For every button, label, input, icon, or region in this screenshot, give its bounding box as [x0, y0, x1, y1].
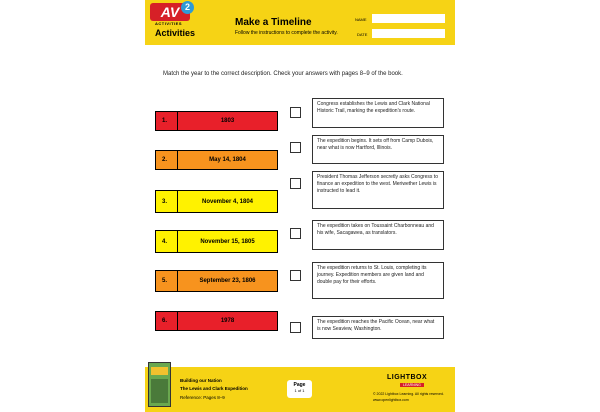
logo-subtext: ACTIVITIES	[155, 21, 183, 26]
timeline-date: November 15, 1805	[200, 238, 255, 245]
instructions: Match the year to the correct description. Check your answers with pages 8–9 of the book.	[163, 71, 403, 77]
answer-checkbox-5[interactable]	[290, 270, 301, 281]
timeline-date: 1978	[220, 318, 235, 324]
timeline-date: November 4, 1804	[201, 198, 254, 205]
page-indicator	[287, 380, 312, 398]
activities-label: Activities	[155, 28, 196, 38]
timeline-row-4	[155, 230, 278, 253]
timeline-date: 1803	[220, 118, 235, 124]
timeline-row-2	[155, 150, 278, 170]
logo-superscript: 2	[181, 1, 194, 14]
website: www.openlightbox.com	[373, 398, 409, 402]
page-title: Make a Timeline	[235, 17, 312, 28]
answer-checkbox-6[interactable]	[290, 322, 301, 333]
name-field[interactable]	[372, 14, 445, 23]
book-title: The Lewis and Clark Expedition	[180, 386, 248, 391]
lightbox-learning: LEARNING	[400, 383, 424, 387]
answer-checkbox-4[interactable]	[290, 228, 301, 239]
timeline-row-1	[155, 111, 278, 131]
timeline-number: 2.	[156, 151, 178, 169]
name-label: NAME	[355, 17, 367, 22]
answer-checkbox-3[interactable]	[290, 178, 301, 189]
page-number: 1 of 1	[294, 388, 305, 393]
page-label: Page	[293, 382, 306, 388]
answer-checkbox-1[interactable]	[290, 107, 301, 118]
copyright: © 2022 Lightbox Learning. All rights reserved.	[373, 392, 444, 396]
timeline-row-6	[155, 311, 278, 331]
date-label: DATE	[357, 32, 368, 37]
description-2: The expedition begins. It sets off from Camp Dubois, near what is now Hartford, Illinois.	[312, 135, 444, 164]
timeline-number: 4.	[156, 231, 178, 252]
page-subtitle: Follow the instructions to complete the activity.	[235, 30, 338, 36]
timeline-row-3	[155, 190, 278, 213]
page-reference: Reference: Pages 8–9	[180, 395, 225, 400]
book-cover-image	[148, 362, 171, 407]
timeline-number: 3.	[156, 191, 178, 212]
lightbox-logo: LIGHTBOX	[387, 374, 428, 381]
description-4: The expedition takes on Toussaint Charbonneau and his wife, Sacagawea, as translators.	[312, 220, 444, 250]
timeline-row-5	[155, 270, 278, 292]
date-field[interactable]	[372, 29, 445, 38]
timeline-number: 6.	[156, 312, 178, 330]
description-3: President Thomas Jefferson secretly asks Congress to finance an expedition to the west. Meriwether Lewis is instructed to lead it.	[312, 171, 444, 209]
description-5: The expedition returns to St. Louis, completing its journey. Expedition members are given land and double pay for their efforts.	[312, 262, 444, 299]
timeline-number: 1.	[156, 112, 178, 130]
av2-logo	[150, 3, 198, 27]
description-6: The expedition reaches the Pacific Ocean, near what is now Seaview, Washington.	[312, 316, 444, 339]
description-1: Congress establishes the Lewis and Clark National Historic Trail, marking the expedition's route.	[312, 98, 444, 128]
timeline-number: 5.	[156, 271, 178, 291]
series-title: Building our Nation	[180, 378, 222, 383]
logo-text: AV	[150, 3, 190, 21]
timeline-date: September 23, 1806	[199, 278, 256, 284]
answer-checkbox-2[interactable]	[290, 142, 301, 153]
timeline-date: May 14, 1804	[209, 157, 246, 163]
